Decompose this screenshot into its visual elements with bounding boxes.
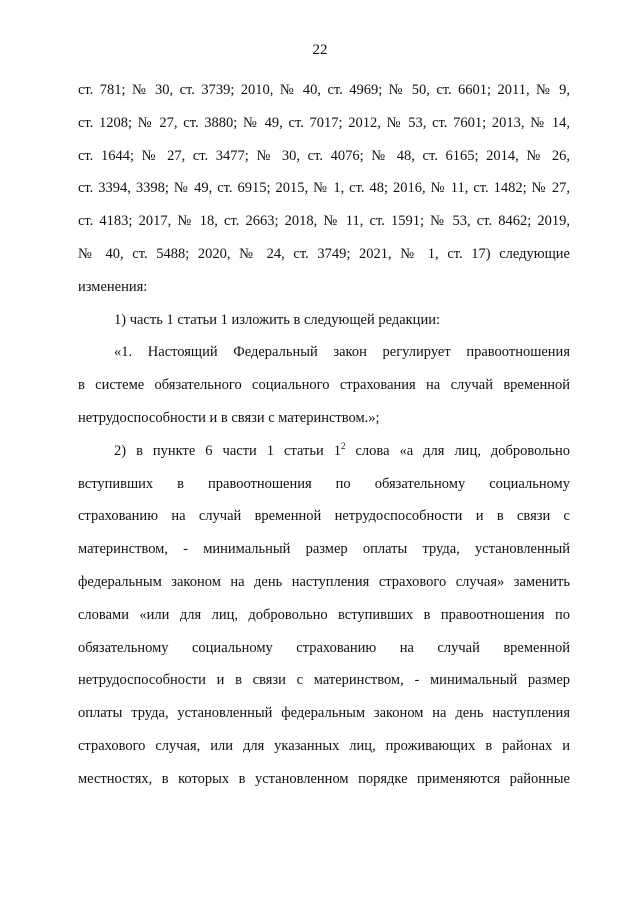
text-fragment: слова «а для лиц, добровольно [345,442,570,459]
text-line: вступивших в правоотношения по обязательному социальному [78,475,570,492]
text-line: местностях, в которых в установленном порядке применяются районные [78,770,570,787]
text-line: словами «или для лиц, добровольно вступивших в правоотношения по [78,606,570,623]
text-line: нетрудоспособности и в связи с материнством.»; [78,409,380,426]
superscript: 2 [341,440,346,451]
text-line: «1. Настоящий Федеральный закон регулирует правоотношения [114,344,570,361]
text-line: ст. 1208; № 27, ст. 3880; № 49, ст. 7017; 2012, № 53, ст. 7601; 2013, № 14, [78,114,570,131]
text-line: ст. 781; № 30, ст. 3739; 2010, № 40, ст. 4969; № 50, ст. 6601; 2011, № 9, [78,82,570,98]
text-line: федеральным законом на день наступления страхового случая» заменить [78,573,570,590]
text-line [78,435,570,468]
text-line: страхового случая, или для указанных лиц, проживающих в районах и [78,737,570,754]
paragraph-citations [78,74,570,304]
paragraph-item-2 [78,435,570,796]
text-line: обязательному социальному страхованию на случай временной [78,639,570,656]
text-line: изменения: [78,278,148,295]
text-fragment: 2) в пункте 6 части 1 статьи 1 [114,442,341,459]
paragraph-quoted-wording [78,336,570,434]
paragraph-item-1 [78,304,570,337]
document-body [78,74,570,796]
text-line: страхованию на случай временной нетрудоспособности и в связи с [78,508,570,525]
text-line: ст. 4183; 2017, № 18, ст. 2663; 2018, № 11, ст. 1591; № 53, ст. 8462; 2019, [78,213,570,230]
text-line: 1) часть 1 статьи 1 изложить в следующей редакции: [114,311,440,328]
text-line: нетрудоспособности и в связи с материнством, - минимальный размер [78,672,570,689]
text-line: ст. 3394, 3398; № 49, ст. 6915; 2015, № 1, ст. 48; 2016, № 11, ст. 1482; № 27, [78,180,570,197]
text-line: оплаты труда, установленный федеральным законом на день наступления [78,705,570,722]
text-line: ст. 1644; № 27, ст. 3477; № 30, ст. 4076; № 48, ст. 6165; 2014, № 26, [78,147,570,164]
page-number: 22 [312,42,328,58]
text-line: № 40, ст. 5488; 2020, № 24, ст. 3749; 2021, № 1, ст. 17) следующие [78,245,570,262]
text-line: в системе обязательного социального страхования на случай временной [78,377,570,394]
text-line: материнством, - минимальный размер оплаты труда, установленный [78,541,570,558]
